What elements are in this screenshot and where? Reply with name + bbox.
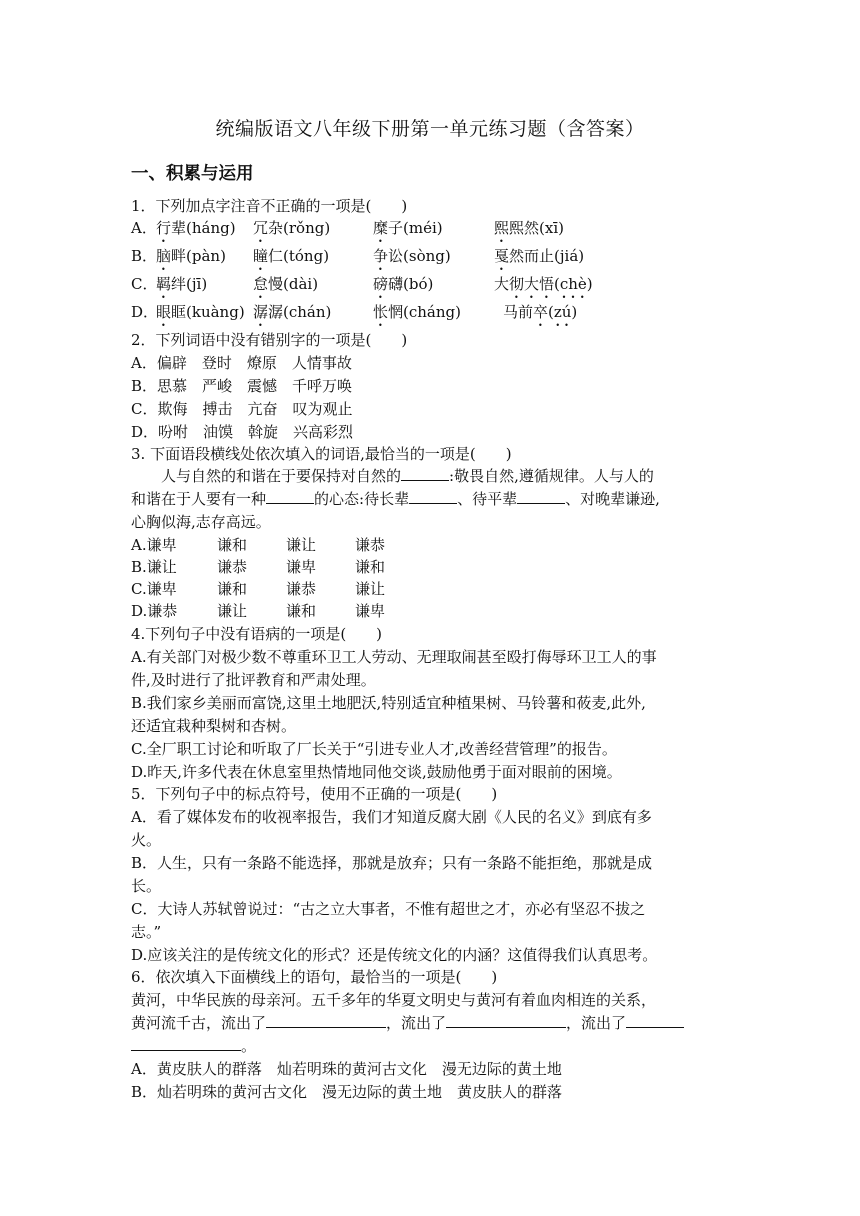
- q3-passage-line-1: 人与自然的和谐在于要保持对自然的 :敬畏自然,遵循规律。人与人的: [131, 467, 654, 485]
- q3-stem: 3. 下面语段横线处依次填入的词语,最恰当的一项是( ): [131, 445, 512, 463]
- q6-passage-line-1: 黄河，中华民族的母亲河。五千多年的华夏文明史与黄河有着血肉相连的关系，: [131, 991, 657, 1009]
- q6-stem: 6．依次填入下面横线上的语句，最恰当的一项是( ): [131, 968, 498, 986]
- q5-option-b-line-1: B．人生，只有一条路不能选择，那就是放弃；只有一条路不能拒绝，那就是成: [131, 854, 653, 872]
- q4-option-b-line-1: B.我们家乡美丽而富饶,这里土地肥沃,特别适宜种植果树、马铃薯和莜麦,此外,: [131, 694, 646, 712]
- q4-option-c: C.全厂职工讨论和听取了厂长关于“引进专业人才,改善经营管理”的报告。: [131, 740, 617, 758]
- q6-passage-line-2: 黄河流千古，流出了 ，流出了 ，流出了: [131, 1012, 684, 1034]
- q5-stem: 5．下列句子中的标点符号，使用不正确的一项是( ): [131, 785, 498, 803]
- q6-passage-line-3: 。: [131, 1035, 256, 1057]
- q3-passage-line-2: 和谐在于人要有一种 的心态:待长辈 、待平辈 、对晚辈谦逊,: [131, 490, 660, 508]
- q3-passage-line-3: 心胸似海,志存高远。: [131, 513, 271, 531]
- q5-option-c-line-2: 志。”: [131, 923, 162, 941]
- q6-option-a: A．黄皮肤人的群落 灿若明珠的黄河古文化 漫无边际的黄土地: [131, 1060, 562, 1078]
- section-heading: 一、积累与运用: [131, 164, 254, 184]
- q6-option-b: B．灿若明珠的黄河古文化 漫无边际的黄土地 黄皮肤人的群落: [131, 1083, 563, 1101]
- q5-option-b-line-2: 长。: [131, 877, 162, 895]
- q4-option-d: D.昨天,许多代表在休息室里热情地同他交谈,鼓励他勇于面对眼前的困境。: [131, 763, 622, 781]
- q2-option-c: C．欺侮 搏击 亢奋 叹为观止: [131, 400, 353, 418]
- q5-option-c-line-1: C．大诗人苏轼曾说过：“古之立大事者，不惟有超世之才，亦必有坚忍不拔之: [131, 900, 646, 918]
- q4-option-b-line-2: 还适宜栽种梨树和杏树。: [131, 717, 297, 735]
- q2-option-d: D．吩咐 油馍 斡旋 兴高彩烈: [131, 423, 354, 441]
- q2-option-a: A．偏辟 登时 燎原 人情事故: [131, 354, 352, 372]
- q5-option-d: D.应该关注的是传统文化的形式？还是传统文化的内涵？这值得我们认真思考。: [131, 946, 658, 964]
- q2-stem: 2．下列词语中没有错别字的一项是( ): [131, 331, 408, 349]
- q5-option-a-line-1: A．看了媒体发布的收视率报告，我们才知道反腐大剧《人民的名义》到底有多: [131, 808, 652, 826]
- document-page: 统编版语文八年级下册第一单元练习题（含答案） 一、积累与运用 1．下列加点字注音不正确的一项是( ) A． 行辈(háng) 冗杂(rǒng) 糜子(méi) 熙熙然(xī) B． 脑畔(pàn) 瞳仁(tóng) 争讼(sòng) 戛然而止(jiá) C． 羁绊(jī) 怠慢(dài) 磅礴(bó) 大彻大悟(chè) D． 眼眶(kuàng) 潺潺(chán) 怅惘(cháng) 马前卒(zú) 2．下列词语中没有错别字的一项是( ) A．偏辟 登时 燎原 人情事故 B．思慕 严峻 震憾 千呼万唤 C．欺侮 搏击 亢奋 叹为观止 D．吩咐 油馍 斡旋 兴高彩烈 3. 下面语段横线处依次填入的词语,最恰当的一项是( ) 人与自然的和谐在于要保持对自然的 :敬畏自然,遵循规律。人与人的 和谐在于人要有一种 的心态:待长辈 、待平辈 、对晚辈谦逊, 心胸似海,志存高远。 A.谦卑 谦和 谦让 谦恭 B.谦让 谦恭 谦卑 谦和 C.谦卑 谦和 谦恭 谦让 D.谦恭 谦让 谦和 谦卑 4.下列句子中没有语病的一项是( ) A.有关部门对极少数不尊重环卫工人劳动、无理取闹甚至殴打侮辱环卫工人的事 件,及时进行了批评教育和严肃处理。 B.我们家乡美丽而富饶,这里土地肥沃,特别适宜种植果树、马铃薯和莜麦,此外, 还适宜栽种梨树和杏树。 C.全厂职工讨论和听取了厂长关于“引进专业人才,改善经营管理”的报告。 D.昨天,许多代表在休息室里热情地同他交谈,鼓励他勇于面对眼前的困境。 5．下列句子中的标点符号，使用不正确的一项是( ) A．看了媒体发布的收视率报告，我们才知道反腐大剧《人民的名义》到底有多 火。 B．人生，只有一条路不能选择，那就是放弃；只有一条路不能拒绝，那就是成 长。 C．大诗人苏轼曾说过：“古之立大事者，不惟有超世之才，亦必有坚忍不拔之 志。” D.应该关注的是传统文化的形式？还是传统文化的内涵？这值得我们认真思考。 6．依次填入下面横线上的语句，最恰当的一项是( ) 黄河，中华民族的母亲河。五千多年的华夏文明史与黄河有着血肉相连的关系， 黄河流千古，流出了 ，流出了 ，流出了 。 A．黄皮肤人的群落 灿若明珠的黄河古文化 漫无边际的黄土地 B．灿若明珠的黄河古文化 漫无边际的黄土地 黄皮肤人的群落: [0, 0, 860, 1216]
- q4-option-a-line-1: A.有关部门对极少数不尊重环卫工人劳动、无理取闹甚至殴打侮辱环卫工人的事: [131, 648, 657, 666]
- q2-option-b: B．思慕 严峻 震憾 千呼万唤: [131, 377, 353, 395]
- q1-stem: 1．下列加点字注音不正确的一项是( ): [131, 197, 408, 215]
- q4-option-a-line-2: 件,及时进行了批评教育和严肃处理。: [131, 671, 376, 689]
- document-title: 统编版语文八年级下册第一单元练习题（含答案）: [215, 118, 645, 140]
- q5-option-a-line-2: 火。: [131, 831, 162, 849]
- q4-stem: 4.下列句子中没有语病的一项是( ): [131, 625, 383, 643]
